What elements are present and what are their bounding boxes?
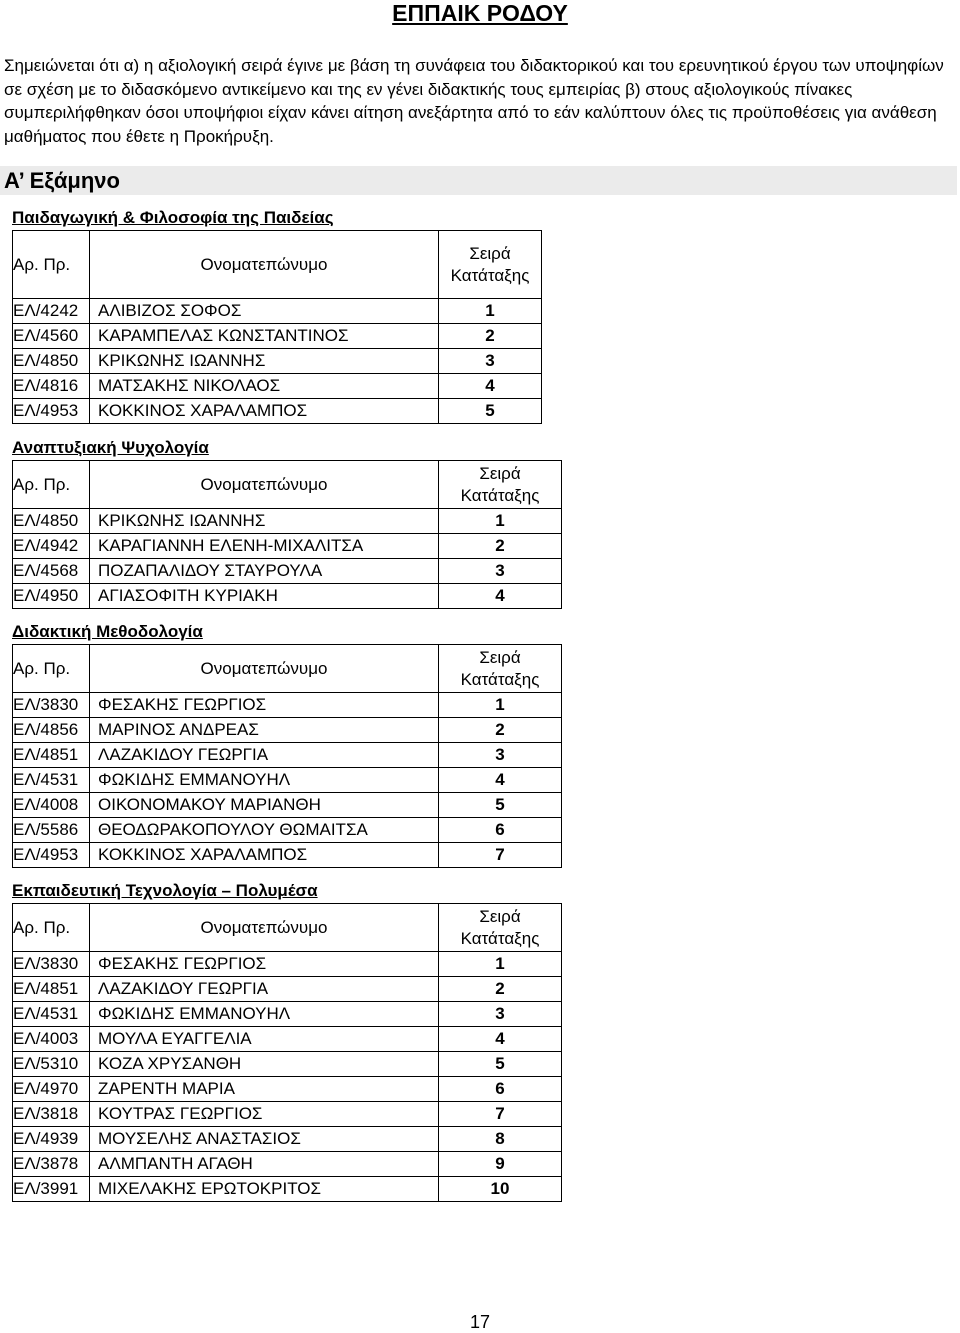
code-cell: ΕΛ/3830 bbox=[13, 952, 90, 977]
course-section-developmental-psychology bbox=[12, 438, 572, 609]
ranking-table bbox=[12, 460, 562, 609]
rank-cell: 8 bbox=[439, 1127, 562, 1152]
rank-cell: 4 bbox=[439, 374, 542, 399]
course-section-pedagogy bbox=[12, 208, 572, 424]
code-cell: ΕΛ/5586 bbox=[13, 818, 90, 843]
rank-cell: 2 bbox=[439, 718, 562, 743]
name-cell: ΦΩΚΙΔΗΣ ΕΜΜΑΝΟΥΗΛ bbox=[90, 768, 439, 793]
table-row bbox=[13, 559, 562, 584]
code-cell: ΕΛ/4850 bbox=[13, 349, 90, 374]
name-cell: ΜΟΥΛΑ ΕΥΑΓΓΕΛΙΑ bbox=[90, 1027, 439, 1052]
table-row bbox=[13, 743, 562, 768]
name-cell: ΦΕΣΑΚΗΣ ΓΕΩΡΓΙΟΣ bbox=[90, 693, 439, 718]
table-row bbox=[13, 693, 562, 718]
course-title: Αναπτυξιακή Ψυχολογία bbox=[12, 438, 209, 457]
table-row bbox=[13, 349, 542, 374]
code-cell: ΕΛ/4953 bbox=[13, 843, 90, 868]
name-cell: ΚΡΙΚΩΝΗΣ ΙΩΑΝΝΗΣ bbox=[90, 509, 439, 534]
rank-cell: 7 bbox=[439, 1102, 562, 1127]
rank-cell: 5 bbox=[439, 793, 562, 818]
column-header-code: Αρ. Πρ. bbox=[13, 645, 90, 693]
table-row bbox=[13, 584, 562, 609]
name-cell: ΚΑΡΑΓΙΑΝΝΗ ΕΛΕΝΗ-ΜΙΧΑΛΙΤΣΑ bbox=[90, 534, 439, 559]
code-cell: ΕΛ/4242 bbox=[13, 299, 90, 324]
code-cell: ΕΛ/4531 bbox=[13, 1002, 90, 1027]
rank-cell: 1 bbox=[439, 299, 542, 324]
name-cell: ΚΡΙΚΩΝΗΣ ΙΩΑΝΝΗΣ bbox=[90, 349, 439, 374]
table-row bbox=[13, 843, 562, 868]
name-cell: ΑΓΙΑΣΟΦΙΤΗ ΚΥΡΙΑΚΗ bbox=[90, 584, 439, 609]
name-cell: ΦΕΣΑΚΗΣ ΓΕΩΡΓΙΟΣ bbox=[90, 952, 439, 977]
code-cell: ΕΛ/3818 bbox=[13, 1102, 90, 1127]
name-cell: ΛΑΖΑΚΙΔΟΥ ΓΕΩΡΓΙΑ bbox=[90, 977, 439, 1002]
column-header-name: Ονοματεπώνυμο bbox=[90, 904, 439, 952]
table-row bbox=[13, 374, 542, 399]
rank-cell: 3 bbox=[439, 743, 562, 768]
column-header-rank: Σειρά Κατάταξης bbox=[439, 231, 542, 299]
intro-paragraph: Σημειώνεται ότι α) η αξιολογική σειρά έγινε με βάση τη συνάφεια του διδακτορικού και του ερευνητικού έργου των υποψηφίων σε σχέση με το διδασκόμενο αντικείμενο και της εν γένει διδακτικής τους εμπειρίας β) στους αξιολογικούς πίνακες συμπεριλήφθηκαν όσοι υποψήφιοι είχαν κάνει αίτηση ανεξάρτητα από το εάν καλύπτουν όλες τις προϋποθέσεις για ανάθεση μαθήματος που έθετε η Προκήρυξη. bbox=[4, 56, 944, 146]
code-cell: ΕΛ/4953 bbox=[13, 399, 90, 424]
code-cell: ΕΛ/4851 bbox=[13, 743, 90, 768]
table-row bbox=[13, 299, 542, 324]
course-title: Παιδαγωγική & Φιλοσοφία της Παιδείας bbox=[12, 208, 334, 227]
name-cell: ΛΑΖΑΚΙΔΟΥ ΓΕΩΡΓΙΑ bbox=[90, 743, 439, 768]
name-cell: ΦΩΚΙΔΗΣ ΕΜΜΑΝΟΥΗΛ bbox=[90, 1002, 439, 1027]
course-title: Εκπαιδευτική Τεχνολογία – Πολυμέσα bbox=[12, 881, 318, 900]
semester-heading: Α’ Εξάμηνο bbox=[0, 166, 957, 195]
course-title: Διδακτική Μεθοδολογία bbox=[12, 622, 203, 641]
column-header-rank: Σειρά Κατάταξης bbox=[439, 904, 562, 952]
rank-cell: 1 bbox=[439, 509, 562, 534]
code-cell: ΕΛ/4560 bbox=[13, 324, 90, 349]
rank-cell: 1 bbox=[439, 693, 562, 718]
rank-cell: 6 bbox=[439, 1077, 562, 1102]
code-cell: ΕΛ/4816 bbox=[13, 374, 90, 399]
rank-cell: 5 bbox=[439, 399, 542, 424]
ranking-table bbox=[12, 903, 562, 1202]
code-cell: ΕΛ/4856 bbox=[13, 718, 90, 743]
table-row bbox=[13, 818, 562, 843]
code-cell: ΕΛ/4970 bbox=[13, 1077, 90, 1102]
rank-cell: 1 bbox=[439, 952, 562, 977]
column-header-rank: Σειρά Κατάταξης bbox=[439, 461, 562, 509]
table-row bbox=[13, 952, 562, 977]
ranking-table bbox=[12, 644, 562, 868]
table-row bbox=[13, 509, 562, 534]
table-row bbox=[13, 1052, 562, 1077]
column-header-code: Αρ. Πρ. bbox=[13, 231, 90, 299]
name-cell: ΟΙΚΟΝΟΜΑΚΟΥ ΜΑΡΙΑΝΘΗ bbox=[90, 793, 439, 818]
table-row bbox=[13, 718, 562, 743]
rank-cell: 6 bbox=[439, 818, 562, 843]
column-header-name: Ονοματεπώνυμο bbox=[90, 645, 439, 693]
rank-cell: 10 bbox=[439, 1177, 562, 1202]
column-header-code: Αρ. Πρ. bbox=[13, 904, 90, 952]
rank-cell: 2 bbox=[439, 534, 562, 559]
course-section-teaching-methodology bbox=[12, 622, 572, 868]
code-cell: ΕΛ/4531 bbox=[13, 768, 90, 793]
name-cell: ΠΟΖΑΠΑΛΙΔΟΥ ΣΤΑΥΡΟΥΛΑ bbox=[90, 559, 439, 584]
name-cell: ΑΛΜΠΑΝΤΗ ΑΓΑΘΗ bbox=[90, 1152, 439, 1177]
table-row bbox=[13, 1152, 562, 1177]
code-cell: ΕΛ/4850 bbox=[13, 509, 90, 534]
name-cell: ΖΑΡΕΝΤΗ ΜΑΡΙΑ bbox=[90, 1077, 439, 1102]
column-header-name: Ονοματεπώνυμο bbox=[90, 231, 439, 299]
table-row bbox=[13, 768, 562, 793]
table-row bbox=[13, 324, 542, 349]
rank-cell: 2 bbox=[439, 324, 542, 349]
page-number: 17 bbox=[469, 1312, 491, 1332]
code-cell: ΕΛ/4008 bbox=[13, 793, 90, 818]
code-cell: ΕΛ/4942 bbox=[13, 534, 90, 559]
table-row bbox=[13, 534, 562, 559]
table-row bbox=[13, 977, 562, 1002]
code-cell: ΕΛ/5310 bbox=[13, 1052, 90, 1077]
table-row bbox=[13, 1077, 562, 1102]
column-header-code: Αρ. Πρ. bbox=[13, 461, 90, 509]
name-cell: ΚΑΡΑΜΠΕΛΑΣ ΚΩΝΣΤΑΝΤΙΝΟΣ bbox=[90, 324, 439, 349]
name-cell: ΑΛΙΒΙΖΟΣ ΣΟΦΟΣ bbox=[90, 299, 439, 324]
rank-cell: 5 bbox=[439, 1052, 562, 1077]
name-cell: ΜΑΤΣΑΚΗΣ ΝΙΚΟΛΑΟΣ bbox=[90, 374, 439, 399]
table-row bbox=[13, 1102, 562, 1127]
name-cell: ΜΙΧΕΛΑΚΗΣ ΕΡΩΤΟΚΡΙΤΟΣ bbox=[90, 1177, 439, 1202]
column-header-rank: Σειρά Κατάταξης bbox=[439, 645, 562, 693]
rank-cell: 7 bbox=[439, 843, 562, 868]
code-cell: ΕΛ/3830 bbox=[13, 693, 90, 718]
ranking-table bbox=[12, 230, 542, 424]
column-header-name: Ονοματεπώνυμο bbox=[90, 461, 439, 509]
table-row bbox=[13, 1002, 562, 1027]
name-cell: ΘΕΟΔΩΡΑΚΟΠΟΥΛΟΥ ΘΩΜΑΙΤΣΑ bbox=[90, 818, 439, 843]
rank-cell: 4 bbox=[439, 768, 562, 793]
rank-cell: 2 bbox=[439, 977, 562, 1002]
table-row bbox=[13, 399, 542, 424]
name-cell: ΚΟΚΚΙΝΟΣ ΧΑΡΑΛΑΜΠΟΣ bbox=[90, 399, 439, 424]
rank-cell: 4 bbox=[439, 1027, 562, 1052]
name-cell: ΜΑΡΙΝΟΣ ΑΝΔΡΕΑΣ bbox=[90, 718, 439, 743]
code-cell: ΕΛ/4568 bbox=[13, 559, 90, 584]
name-cell: ΚΟΖΑ ΧΡΥΣΑΝΘΗ bbox=[90, 1052, 439, 1077]
code-cell: ΕΛ/4950 bbox=[13, 584, 90, 609]
rank-cell: 3 bbox=[439, 349, 542, 374]
table-row bbox=[13, 1177, 562, 1202]
code-cell: ΕΛ/4003 bbox=[13, 1027, 90, 1052]
rank-cell: 3 bbox=[439, 1002, 562, 1027]
name-cell: ΜΟΥΣΕΛΗΣ ΑΝΑΣΤΑΣΙΟΣ bbox=[90, 1127, 439, 1152]
name-cell: ΚΟΥΤΡΑΣ ΓΕΩΡΓΙΟΣ bbox=[90, 1102, 439, 1127]
rank-cell: 4 bbox=[439, 584, 562, 609]
rank-cell: 3 bbox=[439, 559, 562, 584]
rank-cell: 9 bbox=[439, 1152, 562, 1177]
table-row bbox=[13, 1027, 562, 1052]
table-row bbox=[13, 793, 562, 818]
name-cell: ΚΟΚΚΙΝΟΣ ΧΑΡΑΛΑΜΠΟΣ bbox=[90, 843, 439, 868]
course-section-educational-technology bbox=[12, 881, 572, 1202]
code-cell: ΕΛ/4851 bbox=[13, 977, 90, 1002]
code-cell: ΕΛ/4939 bbox=[13, 1127, 90, 1152]
document-title: ΕΠΠΑΙΚ ΡΟΔΟΥ bbox=[392, 0, 568, 26]
code-cell: ΕΛ/3878 bbox=[13, 1152, 90, 1177]
code-cell: ΕΛ/3991 bbox=[13, 1177, 90, 1202]
table-row bbox=[13, 1127, 562, 1152]
